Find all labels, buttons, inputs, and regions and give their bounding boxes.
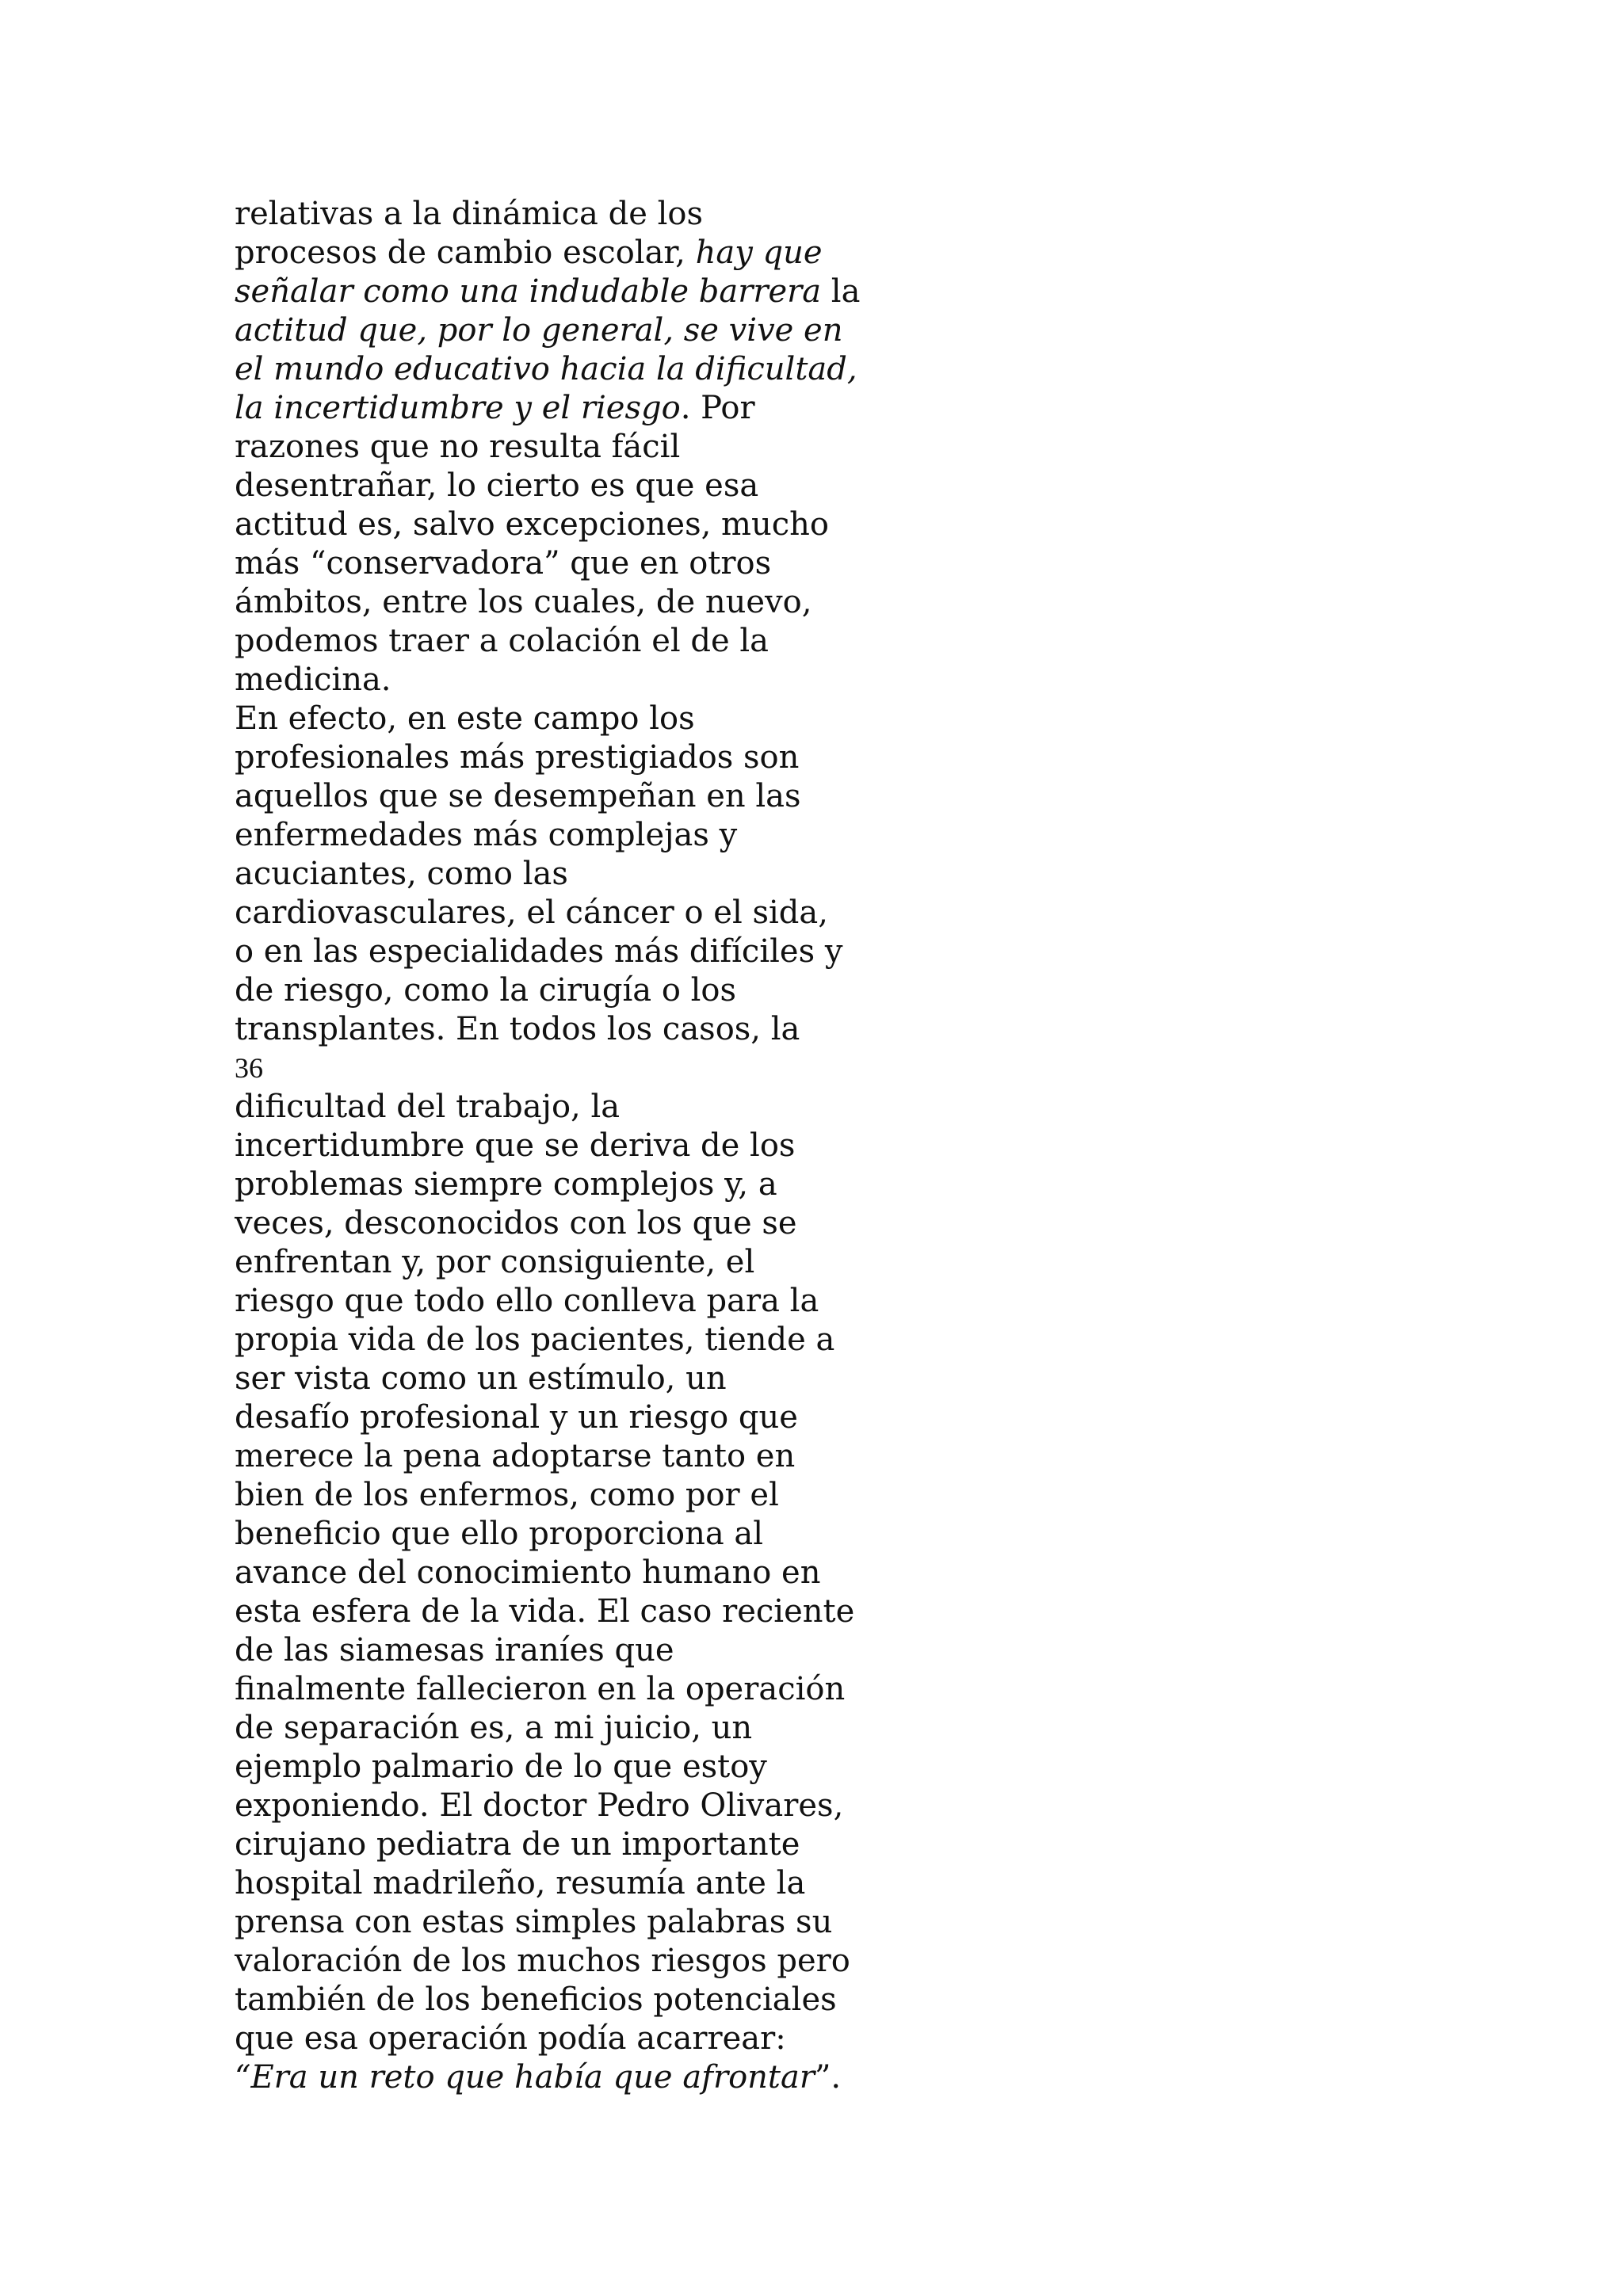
text-segment: acuciantes, como las xyxy=(235,856,568,892)
text-line xyxy=(235,661,948,700)
text-segment: . Por xyxy=(680,390,755,426)
text-line xyxy=(235,1748,948,1787)
text-line xyxy=(235,1942,948,1981)
text-segment: actitud es, salvo excepciones, mucho xyxy=(235,506,829,543)
text-segment: o en las especialidades más difíciles y xyxy=(235,933,843,970)
text-line xyxy=(235,234,948,273)
text-line xyxy=(235,1787,948,1825)
text-line xyxy=(235,1631,948,1670)
text-line xyxy=(235,1204,948,1243)
text-line xyxy=(235,700,948,738)
text-line xyxy=(235,933,948,971)
text-line xyxy=(235,971,948,1010)
text-segment: que esa operación podía acarrear: xyxy=(235,2020,786,2057)
italic-text-segment: hay que xyxy=(695,235,823,271)
text-line xyxy=(235,894,948,933)
text-line xyxy=(235,505,948,544)
text-segment: enfermedades más complejas y xyxy=(235,817,738,853)
text-segment: más “conservadora” que en otros xyxy=(235,545,772,582)
text-segment: ser vista como un estímulo, un xyxy=(235,1360,727,1397)
body-text xyxy=(235,195,948,2097)
text-segment: hospital madrileño, resumía ante la xyxy=(235,1865,806,1901)
italic-text-segment: la incertidumbre y el riesgo xyxy=(235,390,681,426)
text-line xyxy=(235,428,948,467)
text-line xyxy=(235,855,948,894)
text-line xyxy=(235,583,948,622)
text-segment: relativas a la dinámica de los xyxy=(235,196,703,232)
text-line xyxy=(235,622,948,661)
text-line xyxy=(235,1127,948,1165)
text-segment: merece la pena adoptarse tanto en xyxy=(235,1438,796,1474)
text-segment: también de los beneficios potenciales xyxy=(235,1981,837,2018)
text-line xyxy=(235,738,948,777)
text-segment: problemas siempre complejos y, a xyxy=(235,1166,777,1203)
text-segment: la xyxy=(821,273,861,310)
text-line xyxy=(235,544,948,583)
text-line xyxy=(235,1903,948,1942)
text-line xyxy=(235,1515,948,1554)
text-segment: podemos traer a colación el de la xyxy=(235,623,769,659)
text-segment: bien de los enfermos, como por el xyxy=(235,1477,779,1513)
text-line xyxy=(235,816,948,855)
text-segment: dificultad del trabajo, la xyxy=(235,1089,621,1125)
text-segment: prensa con estas simples palabras su xyxy=(235,1904,833,1940)
text-segment: de separación es, a mi juicio, un xyxy=(235,1710,753,1746)
text-segment: esta esfera de la vida. El caso reciente xyxy=(235,1593,855,1630)
italic-text-segment: señalar como una indudable barrera xyxy=(235,273,822,310)
page-number: 36 xyxy=(235,1052,263,1084)
italic-text-segment: el mundo educativo hacia la dificultad, xyxy=(235,351,857,387)
text-segment: razones que no resulta fácil xyxy=(235,429,681,465)
text-segment: medicina. xyxy=(235,662,391,698)
text-line xyxy=(235,1088,948,1127)
text-line xyxy=(235,195,948,234)
text-segment: desafío profesional y un riesgo que xyxy=(235,1399,798,1436)
text-segment: procesos de cambio escolar, xyxy=(235,235,696,271)
text-segment: transplantes. En todos los casos, la xyxy=(235,1011,800,1047)
text-segment: ámbitos, entre los cuales, de nuevo, xyxy=(235,584,812,620)
text-line xyxy=(235,1592,948,1631)
text-line xyxy=(235,1010,948,1049)
text-segment: veces, desconocidos con los que se xyxy=(235,1205,797,1241)
text-block-before-page-break xyxy=(235,195,948,1049)
text-segment: ejemplo palmario de lo que estoy xyxy=(235,1749,767,1785)
text-line xyxy=(235,1709,948,1748)
text-segment: de las siamesas iraníes que xyxy=(235,1632,674,1669)
text-segment: propia vida de los pacientes, tiende a xyxy=(235,1322,835,1358)
text-segment: riesgo que todo ello conlleva para la xyxy=(235,1283,819,1319)
text-line xyxy=(235,1476,948,1515)
text-line xyxy=(235,1398,948,1437)
text-segment: enfrentan y, por consiguiente, el xyxy=(235,1244,755,1280)
text-segment: avance del conocimiento humano en xyxy=(235,1554,821,1591)
text-segment: finalmente fallecieron en la operación xyxy=(235,1671,846,1707)
text-line xyxy=(235,1554,948,1592)
text-segment: ”. xyxy=(814,2059,842,2096)
text-segment: cardiovasculares, el cáncer o el sida, xyxy=(235,894,828,931)
text-segment: incertidumbre que se deriva de los xyxy=(235,1127,796,1164)
text-block-after-page-break xyxy=(235,1088,948,2097)
text-line xyxy=(235,1670,948,1709)
italic-text-segment: actitud que, por lo general, se vive en xyxy=(235,312,843,349)
italic-text-segment: “Era un reto que había que afrontar xyxy=(235,2059,815,2096)
text-line xyxy=(235,2058,948,2097)
text-segment: de riesgo, como la cirugía o los xyxy=(235,972,737,1009)
text-line xyxy=(235,777,948,816)
text-segment: beneficio que ello proporciona al xyxy=(235,1516,764,1552)
text-segment: desentrañar, lo cierto es que esa xyxy=(235,467,759,504)
text-segment: exponiendo. El doctor Pedro Olivares, xyxy=(235,1787,844,1824)
text-segment: valoración de los muchos riesgos pero xyxy=(235,1943,850,1979)
text-line xyxy=(235,467,948,505)
text-line xyxy=(235,1321,948,1360)
text-line xyxy=(235,350,948,389)
text-line xyxy=(235,1165,948,1204)
text-line xyxy=(235,1282,948,1321)
text-segment: En efecto, en este campo los xyxy=(235,700,695,737)
text-line xyxy=(235,1437,948,1476)
text-line xyxy=(235,1360,948,1398)
text-line xyxy=(235,1864,948,1903)
text-line xyxy=(235,2019,948,2058)
text-segment: cirujano pediatra de un importante xyxy=(235,1826,800,1863)
text-line xyxy=(235,1243,948,1282)
text-line xyxy=(235,273,948,311)
text-line xyxy=(235,389,948,428)
text-line xyxy=(235,311,948,350)
text-line xyxy=(235,1825,948,1864)
text-line xyxy=(235,1981,948,2019)
text-segment: profesionales más prestigiados son xyxy=(235,739,800,776)
text-segment: aquellos que se desempeñan en las xyxy=(235,778,801,814)
